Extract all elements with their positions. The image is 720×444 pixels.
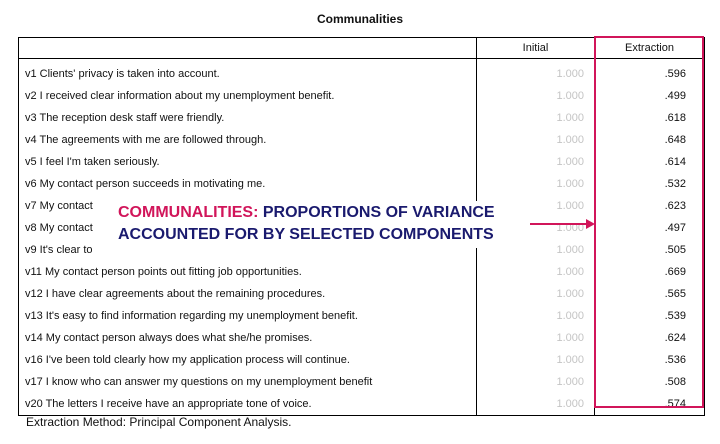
extraction-value: .614 [595, 151, 705, 173]
extraction-value: .596 [595, 59, 705, 86]
extraction-value: .648 [595, 129, 705, 151]
communalities-annotation [110, 201, 540, 248]
annotation-line1-rest: PROPORTIONS OF VARIANCE [258, 204, 495, 221]
initial-value: 1.000 [477, 239, 595, 261]
table-title: Communalities [316, 12, 403, 26]
extraction-value: .624 [595, 327, 705, 349]
extraction-value: .539 [595, 305, 705, 327]
initial-value: 1.000 [477, 107, 595, 129]
row-label: v2 I received clear information about my unemployment benefit. [19, 85, 477, 107]
row-label: v8 My contact [19, 217, 477, 239]
initial-value: 1.000 [477, 85, 595, 107]
extraction-value: .669 [595, 261, 705, 283]
extraction-value: .574 [595, 393, 705, 416]
row-label: v6 My contact person succeeds in motivating me. [19, 173, 477, 195]
initial-value: 1.000 [477, 393, 595, 416]
initial-value: 1.000 [477, 261, 595, 283]
initial-value: 1.000 [477, 283, 595, 305]
extraction-value: .623 [595, 195, 705, 217]
row-label: v3 The reception desk staff were friendly. [19, 107, 477, 129]
initial-value: 1.000 [477, 129, 595, 151]
annotation-arrow-icon [530, 216, 596, 232]
initial-value: 1.000 [477, 305, 595, 327]
row-label: v1 Clients' privacy is taken into account. [19, 59, 477, 86]
extraction-value: .499 [595, 85, 705, 107]
initial-value: 1.000 [477, 195, 595, 217]
extraction-column-header: Extraction [595, 38, 705, 59]
row-label: v11 My contact person points out fitting job opportunities. [19, 261, 477, 283]
row-label: v17 I know who can answer my questions on my unemployment benefit [19, 371, 477, 393]
initial-value: 1.000 [477, 327, 595, 349]
initial-value: 1.000 [477, 151, 595, 173]
annotation-line-1 [118, 202, 532, 224]
label-column-header [19, 38, 477, 59]
extraction-value: .532 [595, 173, 705, 195]
row-label: v4 The agreements with me are followed through. [19, 129, 477, 151]
initial-value: 1.000 [477, 59, 595, 86]
extraction-value: .497 [595, 217, 705, 239]
extraction-value: .565 [595, 283, 705, 305]
row-label: v5 I feel I'm taken seriously. [19, 151, 477, 173]
footnote: Extraction Method: Principal Component Analysis. [26, 415, 292, 429]
initial-value: 1.000 [477, 371, 595, 393]
extraction-value: .618 [595, 107, 705, 129]
row-label: v14 My contact person always does what she/he promises. [19, 327, 477, 349]
row-label: v16 I've been told clearly how my application process will continue. [19, 349, 477, 371]
initial-value: 1.000 [477, 217, 595, 239]
row-label: v9 It's clear to [19, 239, 477, 261]
annotation-lead: COMMUNALITIES: [118, 204, 259, 221]
initial-column-header: Initial [477, 38, 595, 59]
extraction-value: .508 [595, 371, 705, 393]
extraction-value: .536 [595, 349, 705, 371]
extraction-highlight-box [594, 36, 704, 408]
row-label: v12 I have clear agreements about the remaining procedures. [19, 283, 477, 305]
row-label: v7 My contact [19, 195, 477, 217]
annotation-line-2: ACCOUNTED FOR BY SELECTED COMPONENTS [118, 226, 494, 243]
initial-value: 1.000 [477, 173, 595, 195]
row-label: v13 It's easy to find information regarding my unemployment benefit. [19, 305, 477, 327]
row-label: v20 The letters I receive have an appropriate tone of voice. [19, 393, 477, 416]
extraction-value: .505 [595, 239, 705, 261]
initial-value: 1.000 [477, 349, 595, 371]
